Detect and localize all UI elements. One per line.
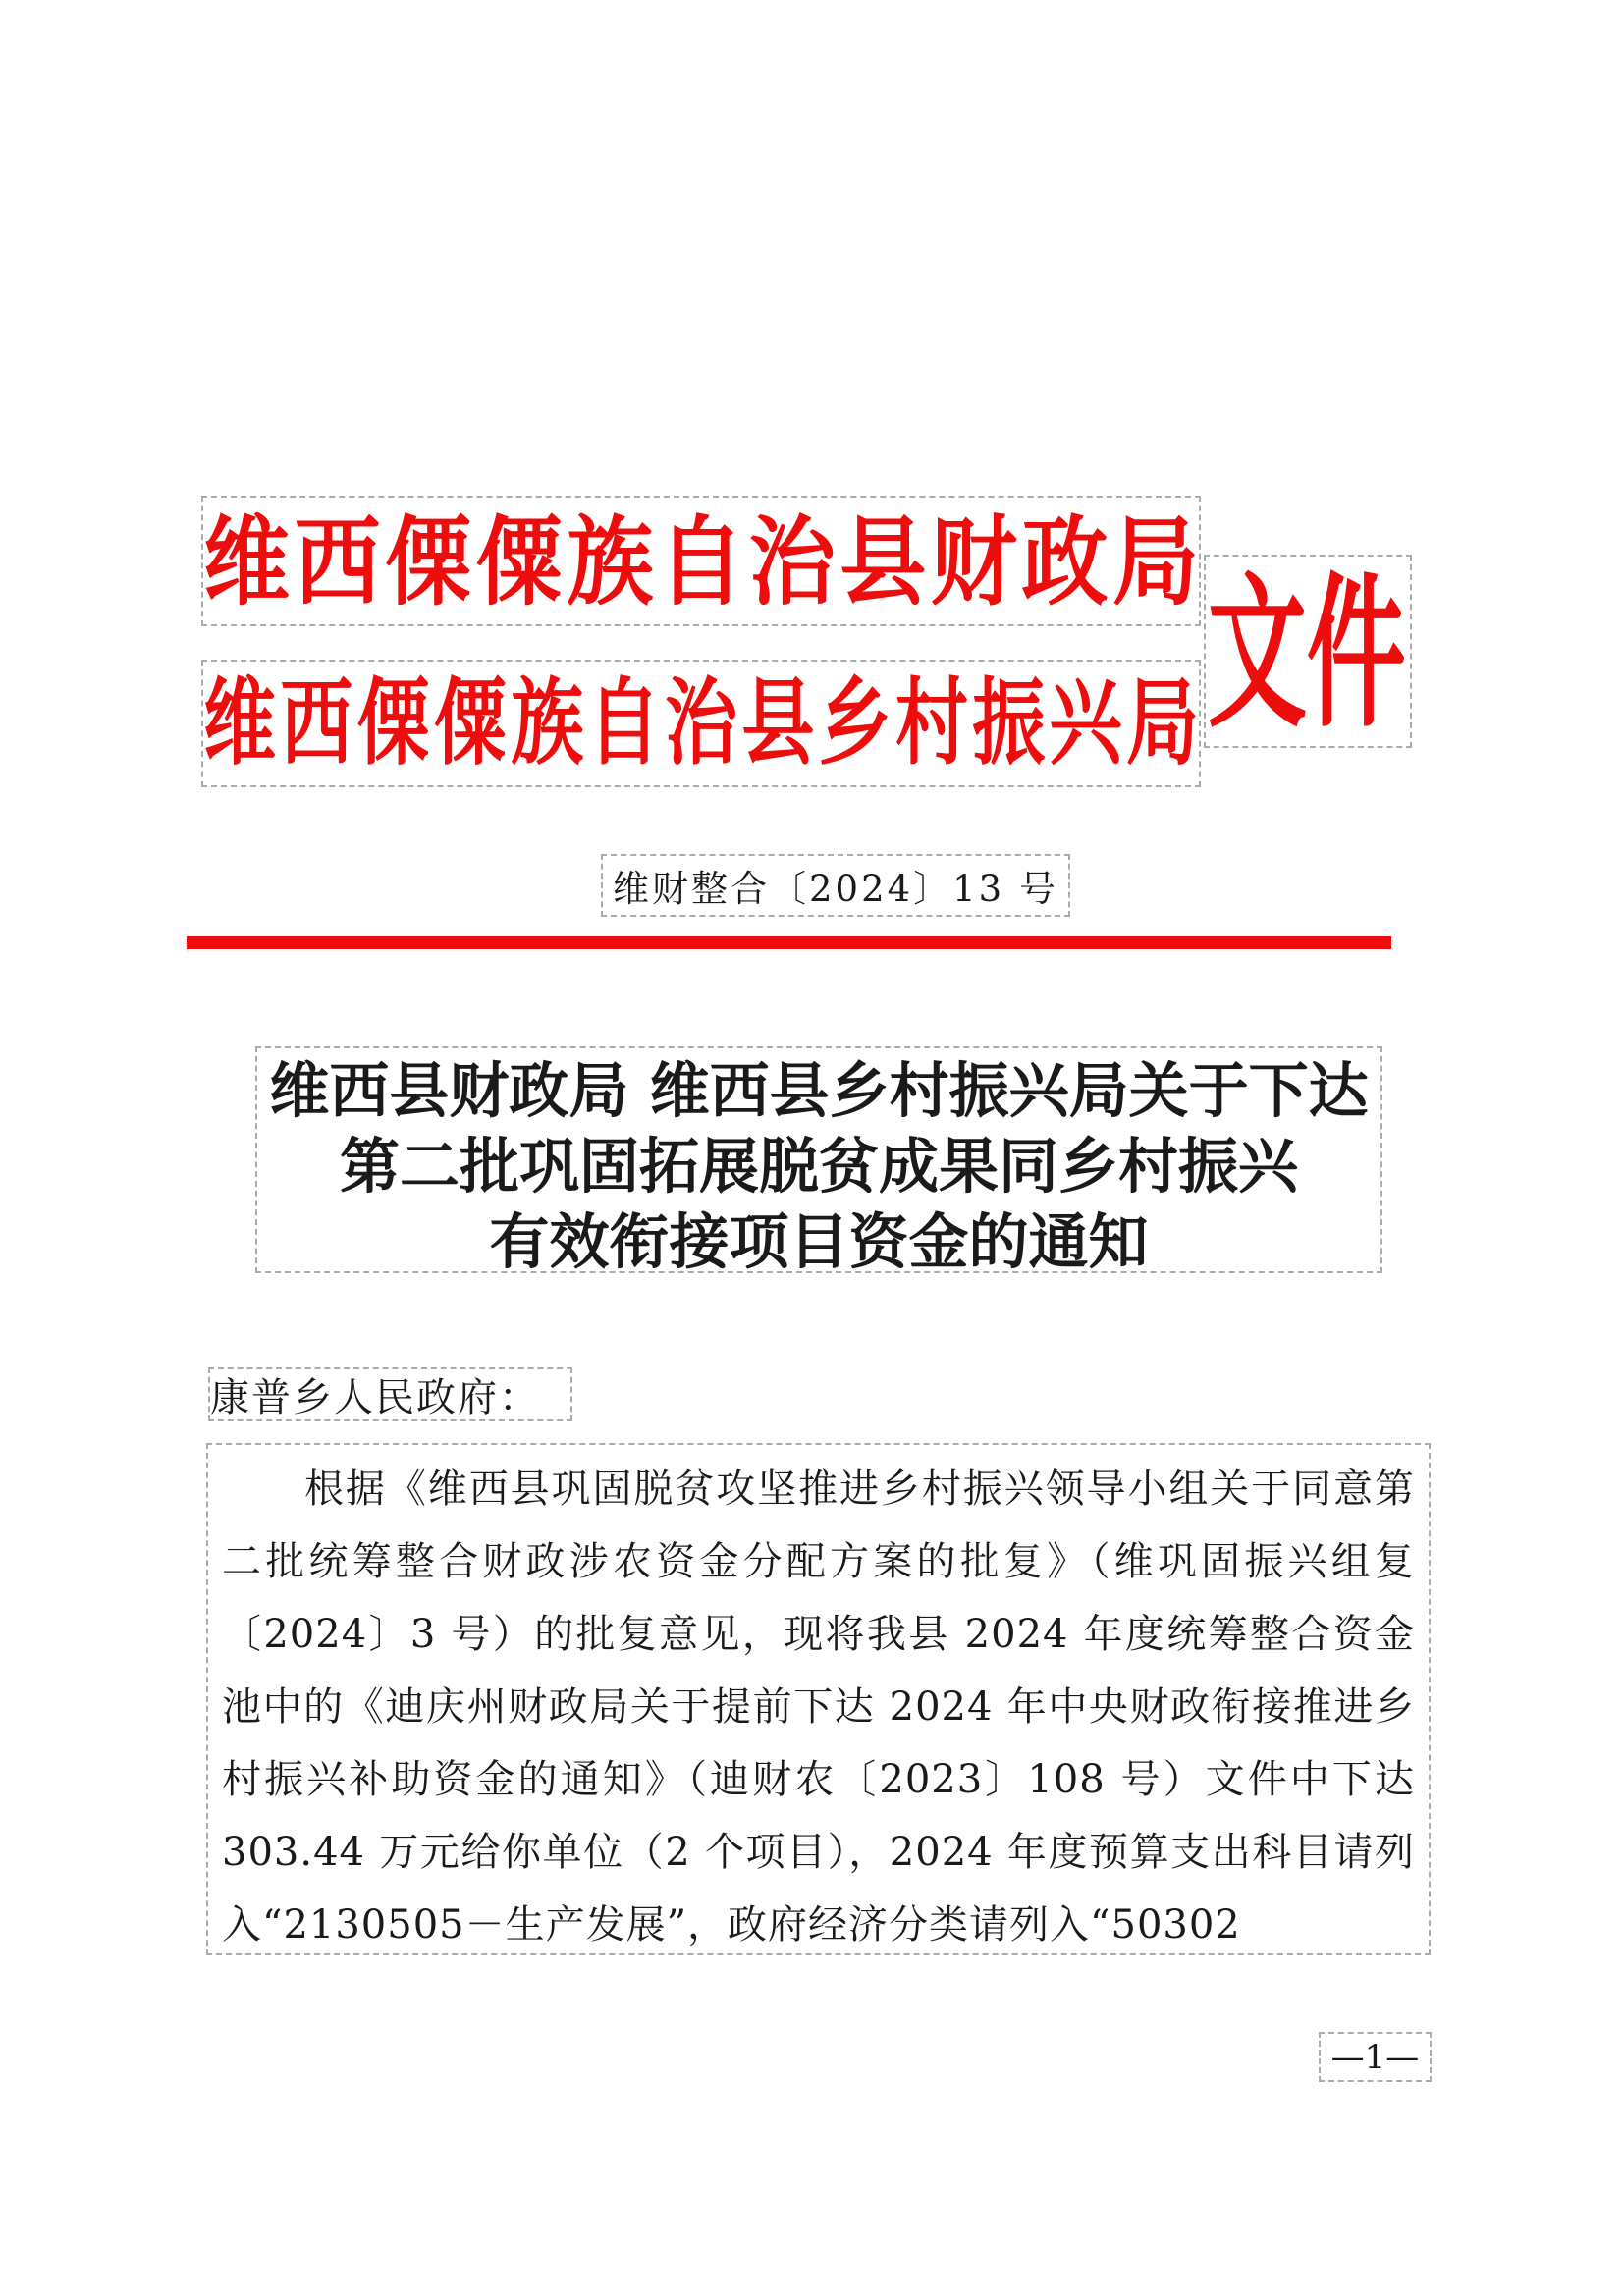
title-line-2: 第二批巩固拓展脱贫成果同乡村振兴 <box>339 1132 1298 1201</box>
page-number-box <box>1319 2032 1432 2082</box>
doc-type-label: 文件 <box>1208 556 1406 750</box>
red-separator-rule <box>187 936 1391 949</box>
body-paragraph: 根据《维西县巩固脱贫攻坚推进乡村振兴领导小组关于同意第二批统筹整合财政涉农资金分配方案的批复》（维巩固振兴组复〔2024〕3 号）的批复意见，现将我县 2024 年度统筹整合资金池中的《迪庆州财政局关于提前下达 2024 年中央财政衔接推进乡村振兴补助资金的通知》（迪财农〔2023〕108 号）文件中下达 303.44 万元给你单位（2 个项目），2024 年度预算支出科目请列入“2130505－生产发展”，政府经济分类请列入“50302 <box>222 1467 1415 1948</box>
title-line-1: 维西县财政局 维西县乡村振兴局关于下达 <box>269 1056 1369 1126</box>
page-number: —1— <box>1330 2037 1420 2077</box>
salutation-box <box>208 1367 572 1421</box>
salutation: 康普乡人民政府： <box>210 1375 540 1420</box>
org-name-line-2-box <box>201 660 1201 787</box>
title-line-3: 有效衔接项目资金的通知 <box>489 1207 1149 1277</box>
doc-number: 维财整合〔2024〕13 号 <box>612 868 1058 910</box>
body-paragraph-box <box>206 1443 1431 1955</box>
org-name-line-2: 维西傈僳族自治县乡村振兴局 <box>203 668 1199 778</box>
org-name-line-1-box <box>201 496 1201 626</box>
org-name-line-1: 维西傈僳族自治县财政局 <box>203 504 1199 618</box>
document-title-box <box>255 1046 1382 1277</box>
doc-number-box <box>601 854 1070 917</box>
doc-type-box <box>1204 555 1412 748</box>
